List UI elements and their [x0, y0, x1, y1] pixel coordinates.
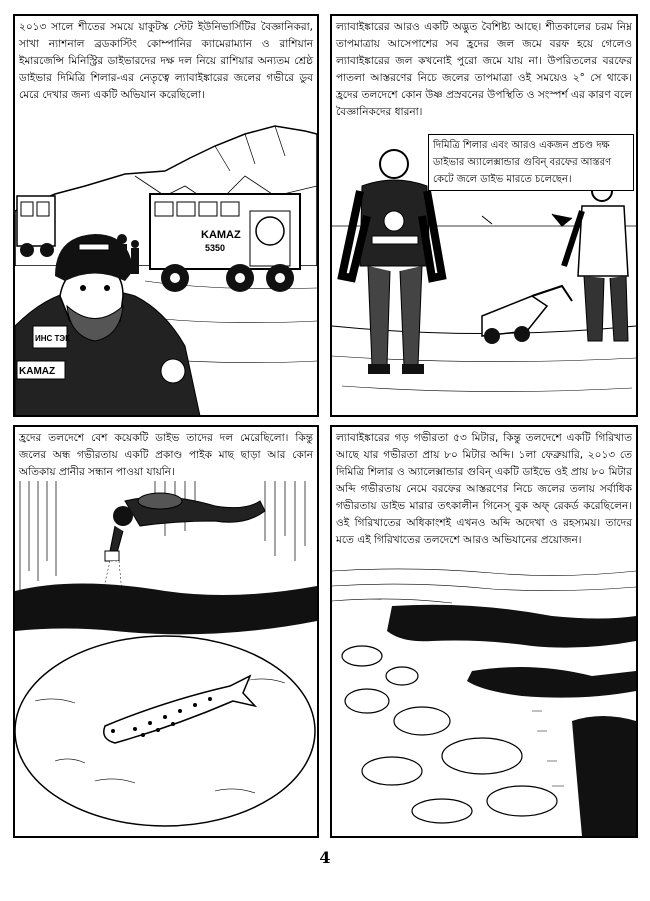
panel-1-illustration [15, 116, 317, 416]
panel-pike-fish [13, 425, 319, 838]
panel-4-illustration [332, 561, 636, 836]
ice-auger-machine [482, 286, 572, 344]
panel-gorge [330, 425, 638, 838]
page-number: 4 [319, 848, 331, 867]
diver-alexander-gubin [564, 181, 628, 341]
jacket-patch-text: ИНС ТЭК [35, 334, 70, 343]
panel-3-caption: হ্রদের তলদেশে বেশ কয়েকটি ডাইভ তাদের দল মেরেছিলো। কিন্তু জলের অন্ধ গভীরতায় একটি প্রকাণ্ড পাইক মাছ ছাড়া আর কোন অতিকায় প্রানীর সন্ধান পাওয়া যায়নি। [19, 430, 313, 481]
panel-4-caption: ল্যাবাইঙ্কারের গড় গভীরতা ৫৩ মিটার, কিন্তু তলদেশে একটি গিরিখাত আছে যার গভীরতা প্রায় ৮০ মিটার অব্দি। ১লা ফেব্রুয়ারি, ২০১৩ তে দিমিত্রি শিলার ও অ্যালেক্সান্ডার গুবিন্ একটি ডাইভে ওই প্রায় ৮০ মিটার অব্দি গভীরতায় নেমে বরফের আস্তরণের নিচে জলের তলায় সর্বাধিক গভীরতায় ডাইভ মারার তৎকালীন গিনেস্ বুক অফ্ রেকর্ড করেছিলেন। ওই গিরিখাতের অধিকাংশই এখনও অব্দি অদেখা ও রহস্যময়। তাদের মতে এই গিরিখাতের তলদেশে আরও অভিযানের প্রয়োজন। [336, 430, 632, 549]
diver-dmitry-shiller [342, 150, 442, 374]
truck-brand-text: KAMAZ [201, 229, 241, 241]
truck-number-text: 5350 [205, 243, 226, 253]
panel-divers-on-ice [330, 14, 638, 417]
jacket-brand-text: KAMAZ [19, 366, 56, 377]
panel-2-inset-caption: দিমিত্রি শিলার এবং আরও একজন প্রচণ্ড দক্ষ ডাইভার অ্যালেক্সান্ডার গুবিন্ বরফের আস্তরণ কেটে জলে ডাইভ মারতে চলেছেন। [428, 134, 634, 191]
panel-3-illustration [15, 481, 317, 836]
panel-expedition-team [13, 14, 319, 417]
panel-2-caption: ল্যাবাইঙ্কারের আরও একটি অদ্ভুত বৈশিষ্ট্য আছে। শীতকালের চরম নিম্ন তাপমাত্রায় আসেপাশের সব হ্রদের জল জমে বরফ হয়ে গেলেও ল্যাবাইঙ্কারের জল কখনোই পুরো জমে যায় না। উপরিতলের বরফের পাতলা আস্তরণের নিচে জলের তাপমাত্রা ওই সময়েও ২° সে থাকে। হ্রদের তলদেশে কোন উষ্ণ প্রস্রবনের উপস্থিতি ও সংস্পর্শ এর কারণ বলে বৈজ্ঞানিকদের ধারনা। [336, 19, 632, 121]
panel-1-caption: ২০১৩ সালে শীতের সময়ে য়াকুটস্ক স্টেট ইউনিভার্সিটির বৈজ্ঞানিকরা, সাখা ন্যাশনাল ব্রডকাস্টিং কোম্পানির ক্যামেরাম্যান ও রাশিয়ান ইমারজেন্সি মিনিস্ট্রির ডাইভারদের দক্ষ দল নিয়ে রাশিয়ার অন্যতম শ্রেষ্ঠ ডাইভার দিমিত্রি শিলার-এর নেতৃত্বে ল্যাবাইঙ্কারের জলের গভীরে ডুব মেরে দেখার জন্য একটি অভিযান করেছিলো। [19, 19, 313, 104]
